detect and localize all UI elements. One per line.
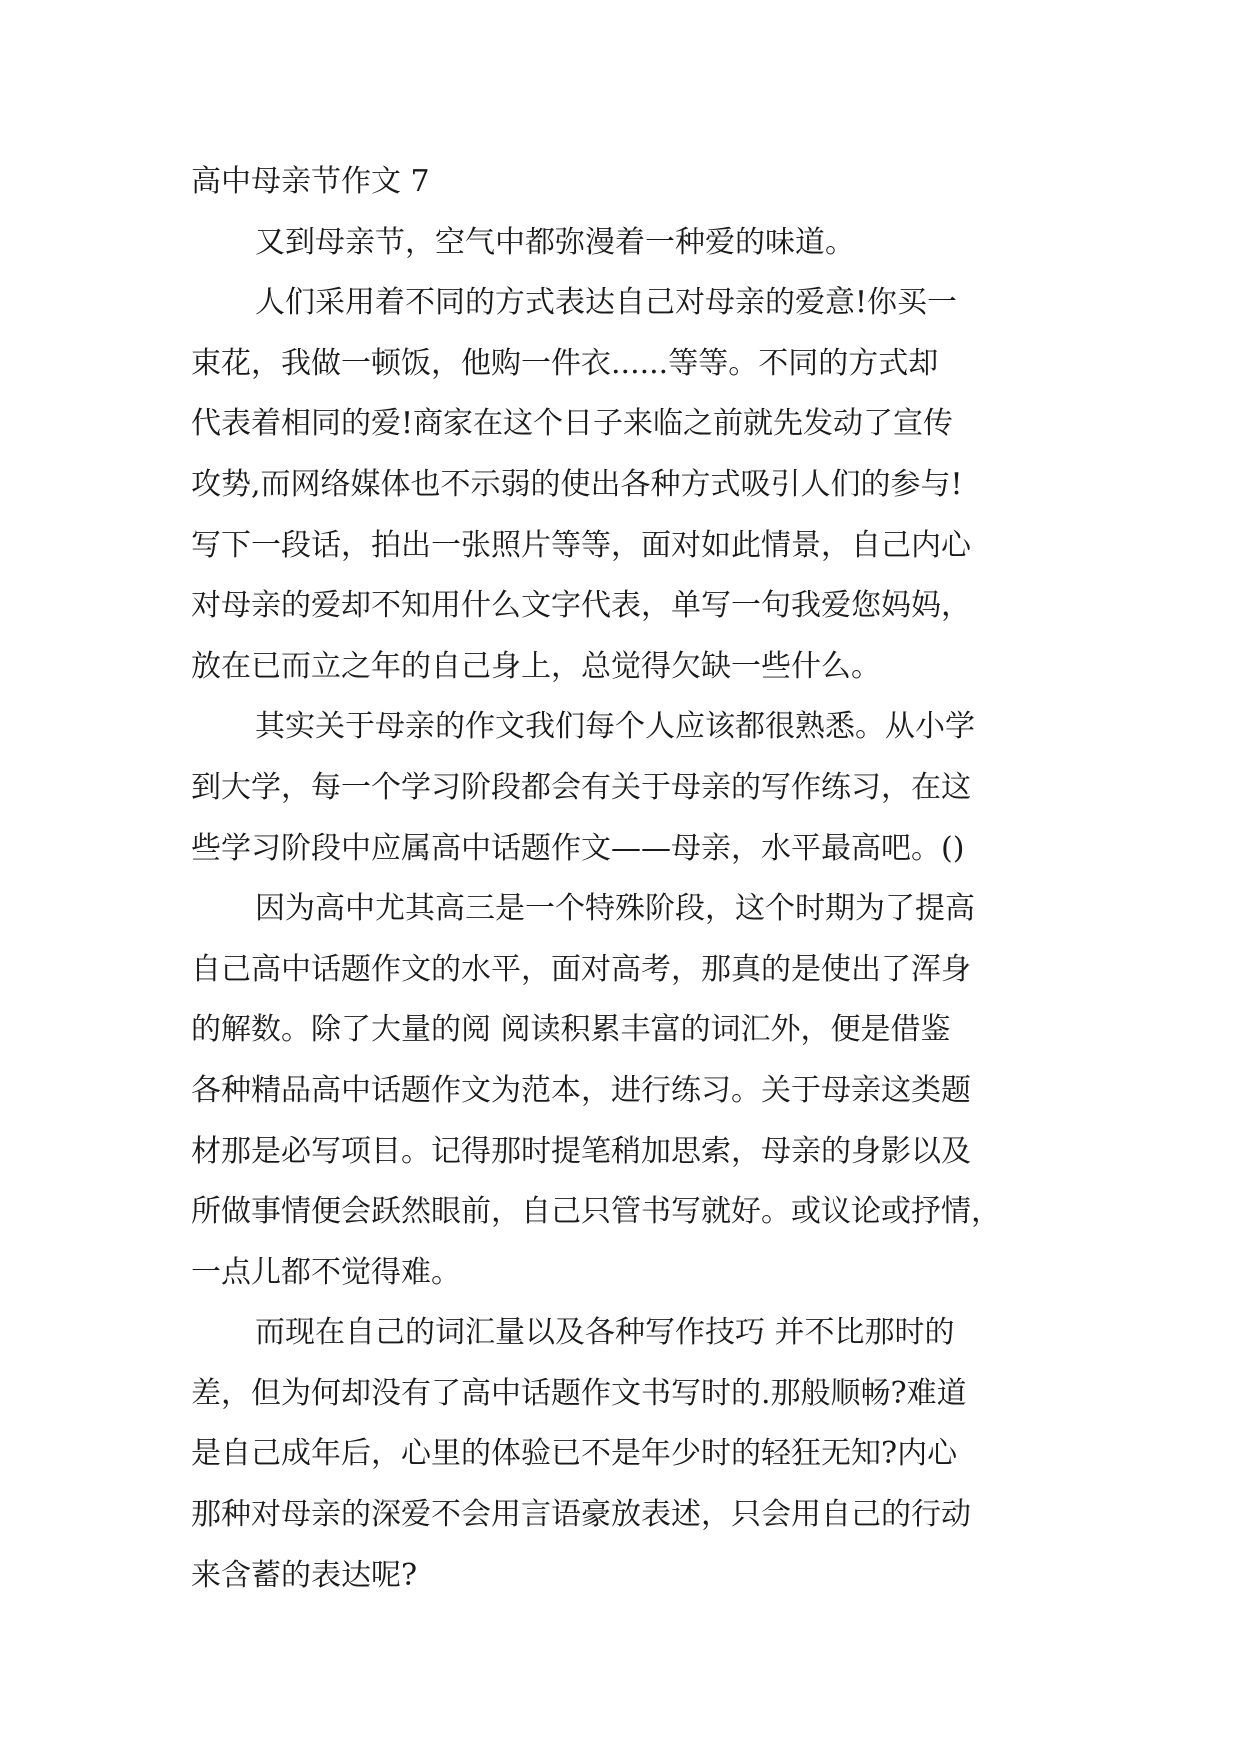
- paragraph-4-line: 因为高中尤其高三是一个特殊阶段，这个时期为了提高: [255, 891, 975, 927]
- paragraph-2-line: 人们采用着不同的方式表达自己对母亲的爱意!你买一: [255, 285, 958, 321]
- document-title: 高中母亲节作文 7: [191, 164, 430, 199]
- paragraph-4-line: 各种精品高中话题作文为范本，进行练习。关于母亲这类题: [191, 1072, 971, 1108]
- paragraph-5-line: 那种对母亲的深爱不会用言语豪放表述，只会用自己的行动: [191, 1497, 971, 1533]
- paragraph-2-line: 代表着相同的爱!商家在这个日子来临之前就先发动了宣传: [191, 406, 954, 442]
- paragraph-1-line: 又到母亲节，空气中都弥漫着一种爱的味道。: [255, 224, 855, 260]
- paragraph-2-line: 放在已而立之年的自己身上，总觉得欠缺一些什么。: [191, 648, 881, 684]
- paragraph-4-line: 所做事情便会跃然眼前，自己只管书写就好。或议论或抒情，: [191, 1194, 1001, 1230]
- paragraph-5-line: 差，但为何却没有了高中话题作文书写时的.那般顺畅?难道: [191, 1375, 967, 1411]
- paragraph-3-line: 其实关于母亲的作文我们每个人应该都很熟悉。从小学: [255, 709, 975, 745]
- paragraph-2-line: 写下一段话，拍出一张照片等等，面对如此情景，自己内心: [191, 527, 971, 563]
- paragraph-2-line: 束花，我做一顿饭，他购一件衣......等等。不同的方式却: [191, 345, 939, 381]
- paragraph-5-line: 来含蓄的表达呢?: [191, 1557, 418, 1593]
- document-body: [191, 152, 1051, 1606]
- paragraph-5-line: 是自己成年后，心里的体验已不是年少时的轻狂无知?内心: [191, 1436, 958, 1472]
- paragraph-5-line: 而现在自己的词汇量以及各种写作技巧 并不比那时的: [255, 1315, 955, 1351]
- paragraph-4-line: 的解数。除了大量的阅 阅读积累丰富的词汇外，便是借鉴: [191, 1012, 951, 1048]
- paragraph-4-line: 材那是必写项目。记得那时提笔稍加思索，母亲的身影以及: [191, 1133, 971, 1169]
- paragraph-3-line: 些学习阶段中应属高中话题作文——母亲，水平最高吧。(): [191, 830, 965, 866]
- paragraph-2-line: 攻势,而网络媒体也不示弱的使出各种方式吸引人们的参与!: [191, 466, 963, 502]
- paragraph-3-line: 到大学，每一个学习阶段都会有关于母亲的写作练习，在这: [191, 769, 971, 805]
- paragraph-2-line: 对母亲的爱却不知用什么文字代表，单写一句我爱您妈妈，: [191, 588, 971, 624]
- paragraph-4-line: 自己高中话题作文的水平，面对高考，那真的是使出了浑身: [191, 951, 971, 987]
- paragraph-4-line: 一点儿都不觉得难。: [191, 1254, 461, 1290]
